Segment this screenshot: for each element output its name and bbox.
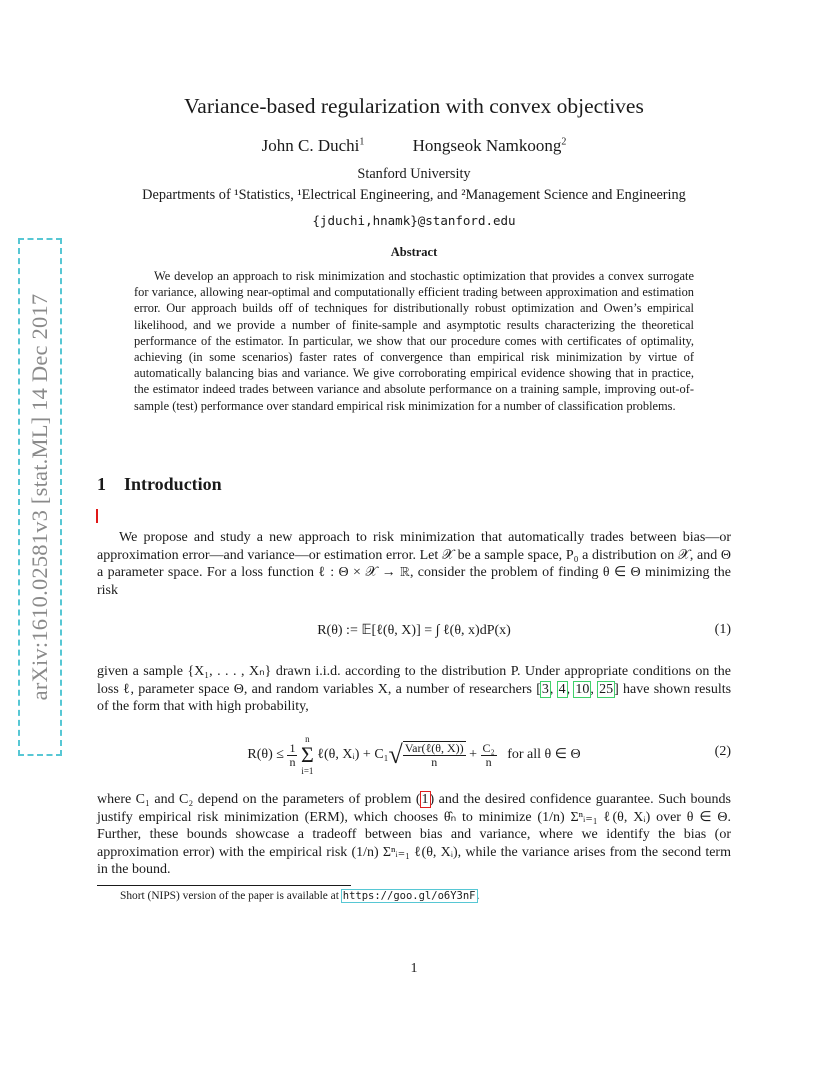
citation-link-25[interactable]: 25	[599, 681, 614, 697]
author-1: John C. Duchi$^1$	[261, 136, 365, 155]
equation-1-body: R(θ) := 𝔼[ℓ(θ, X)] = ∫ ℓ(θ, x)dP(x)	[317, 623, 511, 638]
equation-2-body: R(θ) ≤ $\frac{1}{n}$ n Σ i=1 ℓ(θ, Xᵢ) + C₁√ $\frac{\text{Var(ℓ(θ, X))}}{n}$ + $\frac{\text{C₂}}{n}$ for all θ ∈ Θ	[247, 734, 581, 776]
footnote-url-link[interactable]: https://goo.gl/o6Y3nF	[342, 890, 476, 902]
author-email: {jduchi,hnamk}@stanford.edu	[312, 213, 516, 228]
page-number: 1	[410, 961, 418, 976]
arxiv-stamp-text: arXiv:1610.02581v3 [stat.ML] 14 Dec 2017	[27, 293, 52, 701]
equation-1-number: (1)	[714, 622, 731, 637]
arxiv-stamp[interactable]	[18, 238, 62, 756]
paper-title: Variance-based regularization with convex objectives	[184, 94, 644, 118]
equation-ref-1[interactable]: 1	[421, 792, 429, 807]
abstract-heading: Abstract	[390, 245, 438, 259]
section-heading	[97, 474, 222, 495]
author-list	[0, 136, 828, 156]
footnote: Short (NIPS) version of the paper is available at https://goo.gl/o6Y3nF.	[120, 890, 480, 902]
abstract-text: We develop an approach to risk minimization and stochastic optimization that provides a convex surrogate for variance, allowing near-optimal and computationally efficient trading between approximation and estimation error. Our approach builds off of techniques for distributionally robust optimization and Owen’s empirical likelihood, and we provide a number of finite-sample and asymptotic results characterizing the theoretical performance of the estimator. In particular, we show that our procedure comes with certificates of optimality, achieving (in some scenarios) faster rates of convergence than empirical risk minimization by virtue of automatically balancing bias and variance. We give corroborating empirical evidence showing that in practice, the estimator indeed trades between variance and absolute performance on a training sample, improving out-of-sample (test) performance over standard empirical risk minimization for a number of classification problems.	[134, 269, 694, 413]
section-title: Introduction	[124, 474, 222, 494]
intro-paragraph-1: We propose and study a new approach to risk minimization that automatically trades between bias—or approximation error—and variance—or estimation error. Let 𝒳 be a sample space, P₀ a distribution on 𝒳, and Θ a parameter space. For a loss function ℓ : Θ × 𝒳 → ℝ, consider the problem of finding θ ∈ Θ minimizing the risk	[97, 530, 731, 598]
intro-paragraph-3: where C₁ and C₂ depend on the parameters of problem (1) and the desired confidence guarantee. Such bounds justify empirical risk minimization (ERM), which chooses θ̂ₙ to minimize (1/n) Σⁿᵢ₌₁ ℓ(θ, Xᵢ) over θ ∈ Θ. Further, these bounds showcase a tradeoff between bias and variance, where we identify the bias (or approximation error) with the empirical risk (1/n) Σⁿᵢ₌₁ ℓ(θ, Xᵢ), while the variance arises from the second term in the bound.	[97, 792, 731, 878]
author-2: Hongseok Namkoong$^2$	[412, 136, 567, 155]
equation-2	[97, 730, 731, 780]
equation-1	[97, 622, 731, 644]
departments: Departments of ¹Statistics, ¹Electrical Engineering, and ²Management Science and Engineering	[142, 187, 686, 203]
footnote-rule	[97, 885, 351, 886]
citation-link-3[interactable]: 3	[541, 681, 549, 697]
intro-paragraph-2: given a sample {X₁, . . . , Xₙ} drawn i.i.d. according to the distribution P. Under appropriate conditions on the loss ℓ, parameter space Θ, and random variables X, a number of researchers [3, 4, 10, 25] have shown results of the form that with high probability,	[97, 664, 732, 715]
university: Stanford University	[357, 166, 471, 182]
citation-link-4[interactable]: 4	[558, 681, 566, 697]
text-cursor	[96, 509, 98, 523]
section-number: 1	[97, 474, 106, 494]
citation-link-10[interactable]: 10	[575, 681, 590, 697]
equation-2-number: (2)	[714, 744, 731, 759]
